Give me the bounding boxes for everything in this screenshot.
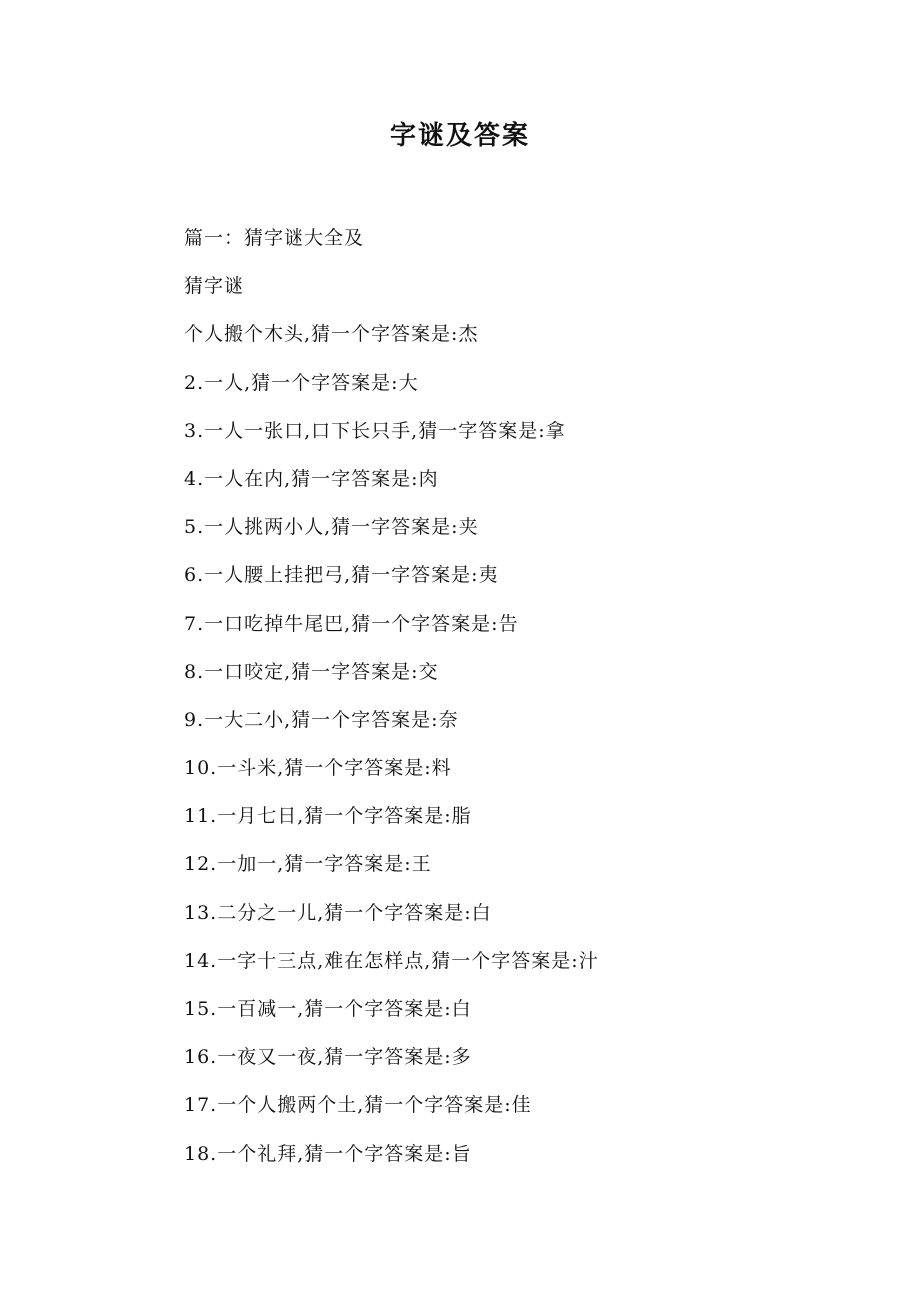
riddle-line: 4.一人在内,猜一字答案是:肉 (184, 467, 439, 490)
riddle-line: 10.一斗米,猜一个字答案是:料 (184, 757, 452, 780)
riddle-line: 17.一个人搬两个土,猜一个字答案是:佳 (184, 1094, 532, 1117)
section-heading: 篇一：猜字谜大全及 (184, 227, 365, 249)
riddle-line: 7.一口吃掉牛尾巴,猜一个字答案是:告 (184, 612, 519, 635)
page-title: 字谜及答案 (389, 121, 530, 151)
riddle-line: 6.一人腰上挂把弓,猜一字答案是:夷 (184, 564, 499, 587)
riddle-line: 11.一月七日,猜一个字答案是:脂 (184, 805, 472, 828)
riddle-line: 18.一个礼拜,猜一个字答案是:旨 (184, 1142, 472, 1165)
riddle-line: 3.一人一张口,口下长只手,猜一字答案是:拿 (184, 419, 566, 442)
riddle-line: 8.一口咬定,猜一字答案是:交 (184, 660, 439, 683)
riddle-line: 5.一人挑两小人,猜一字答案是:夹 (184, 516, 479, 539)
riddle-line: 16.一夜又一夜,猜一字答案是:多 (184, 1046, 472, 1069)
riddle-line: 15.一百减一,猜一个字答案是:白 (184, 998, 472, 1020)
riddle-line: 14.一字十三点,难在怎样点,猜一个字答案是:汁 (184, 949, 599, 972)
riddle-line: 13.二分之一儿,猜一个字答案是:白 (184, 901, 492, 924)
document-body (184, 214, 804, 1178)
riddle-line: 12.一加一,猜一字答案是:王 (184, 853, 432, 876)
riddle-line: 2.一人,猜一个字答案是:大 (184, 371, 419, 394)
riddle-line: 个人搬个木头,猜一个字答案是:杰 (184, 323, 479, 346)
riddle-line: 9.一大二小,猜一个字答案是:奈 (184, 708, 459, 731)
subheading: 猜字谜 (184, 275, 245, 298)
